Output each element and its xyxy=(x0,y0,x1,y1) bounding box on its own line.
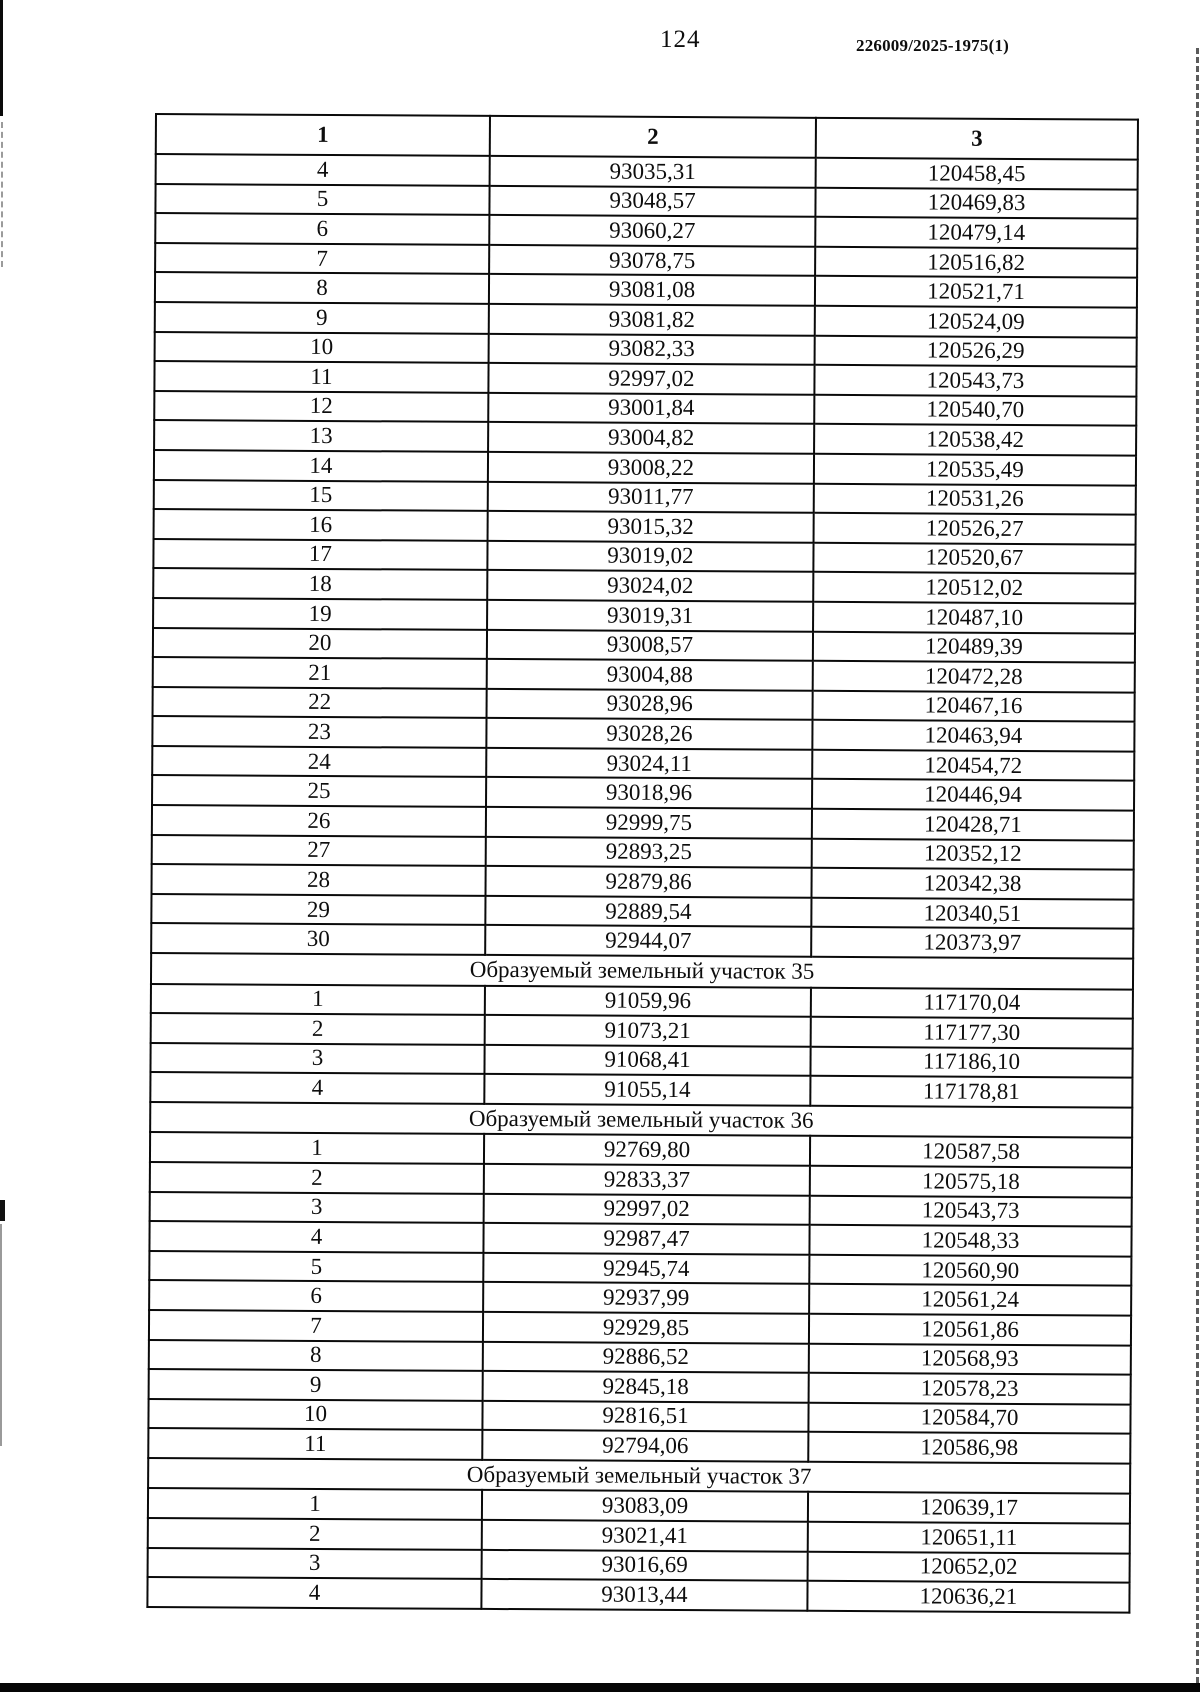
point-number-cell: 27 xyxy=(152,835,486,867)
coordinate-x-cell: 92769,80 xyxy=(484,1134,810,1165)
coordinate-y-cell: 120373,97 xyxy=(811,927,1133,958)
coordinate-y-cell: 120538,42 xyxy=(814,424,1136,455)
section-title: Образуемый земельный участок 37 xyxy=(148,1458,1130,1494)
coordinate-x-cell: 92997,02 xyxy=(484,1194,810,1225)
coordinate-x-cell: 93001,84 xyxy=(488,393,814,424)
point-number-cell: 2 xyxy=(148,1518,482,1550)
coordinate-x-cell: 93018,96 xyxy=(486,777,812,808)
coordinate-y-cell: 120463,94 xyxy=(812,720,1134,751)
point-number-cell: 24 xyxy=(152,746,486,778)
coordinate-x-cell: 93024,02 xyxy=(487,570,813,601)
coordinate-y-cell: 120543,73 xyxy=(814,365,1136,396)
coordinate-y-cell: 120575,18 xyxy=(810,1166,1132,1197)
coordinate-y-cell: 120521,71 xyxy=(815,276,1137,307)
scan-artifact-left-ticks xyxy=(1,122,3,267)
coordinate-x-cell: 93019,02 xyxy=(487,541,813,572)
coordinate-y-cell: 120561,24 xyxy=(809,1284,1131,1315)
point-number-cell: 21 xyxy=(153,657,487,689)
coordinate-y-cell: 120561,86 xyxy=(809,1314,1131,1345)
coordinate-y-cell: 120342,38 xyxy=(811,868,1133,899)
coordinate-x-cell: 93004,82 xyxy=(488,422,814,453)
point-number-cell: 3 xyxy=(150,1043,484,1075)
header-row xyxy=(156,114,1138,160)
coordinate-y-cell: 120584,70 xyxy=(808,1403,1130,1434)
coordinate-y-cell: 117178,81 xyxy=(810,1076,1132,1107)
document-number: 226009/2025-1975(1) xyxy=(856,36,1010,55)
coordinate-y-cell: 120548,33 xyxy=(809,1225,1131,1256)
point-number-cell: 4 xyxy=(150,1072,484,1104)
column-header: 2 xyxy=(490,116,816,158)
point-number-cell: 22 xyxy=(153,687,487,719)
point-number-cell: 16 xyxy=(154,509,488,541)
coordinate-y-cell: 120560,90 xyxy=(809,1255,1131,1286)
table-header-row xyxy=(156,114,1138,160)
coordinate-y-cell: 120352,12 xyxy=(812,838,1134,869)
coordinate-x-cell: 93083,09 xyxy=(482,1490,808,1521)
coordinate-y-cell: 120526,29 xyxy=(815,335,1137,366)
coordinate-y-cell: 120651,11 xyxy=(808,1522,1130,1553)
point-number-cell: 30 xyxy=(151,923,485,955)
coordinate-x-cell: 92879,86 xyxy=(485,866,811,897)
point-number-cell: 29 xyxy=(151,894,485,926)
coordinate-x-cell: 93004,88 xyxy=(487,659,813,690)
coordinate-y-cell: 120458,45 xyxy=(816,158,1138,189)
point-number-cell: 3 xyxy=(150,1192,484,1224)
scan-artifact-left-blob xyxy=(0,1200,5,1221)
coordinate-x-cell: 92794,06 xyxy=(482,1430,808,1461)
point-number-cell: 9 xyxy=(149,1369,483,1401)
point-number-cell: 19 xyxy=(153,598,487,630)
coordinate-x-cell: 92937,99 xyxy=(483,1282,809,1313)
point-number-cell: 11 xyxy=(154,361,488,393)
point-number-cell: 2 xyxy=(151,1013,485,1045)
coordinate-y-cell: 120340,51 xyxy=(811,898,1133,929)
coordinate-x-cell: 91059,96 xyxy=(485,985,811,1016)
coordinate-y-cell: 120446,94 xyxy=(812,779,1134,810)
coordinate-x-cell: 93082,33 xyxy=(489,333,815,364)
scan-artifact-left-faint-line xyxy=(0,1224,2,1446)
column-header: 3 xyxy=(816,118,1138,160)
coordinate-x-cell: 93008,22 xyxy=(488,452,814,483)
coordinate-x-cell: 92886,52 xyxy=(483,1341,809,1372)
coordinate-x-cell: 92944,07 xyxy=(485,925,811,956)
coordinate-x-cell: 92999,75 xyxy=(486,807,812,838)
coordinate-x-cell: 93015,32 xyxy=(488,511,814,542)
point-number-cell: 2 xyxy=(150,1162,484,1194)
scan-artifact-bottom-bar xyxy=(0,1683,1200,1692)
scan-artifact-right-dashed-line xyxy=(1196,48,1199,1692)
point-number-cell: 10 xyxy=(155,332,489,364)
coordinate-x-cell: 93060,27 xyxy=(489,215,815,246)
coordinate-x-cell: 93008,57 xyxy=(487,629,813,660)
point-number-cell: 7 xyxy=(149,1310,483,1342)
point-number-cell: 18 xyxy=(153,568,487,600)
coordinate-y-cell: 120587,58 xyxy=(810,1136,1132,1167)
point-number-cell: 23 xyxy=(152,716,486,748)
coordinate-x-cell: 92833,37 xyxy=(484,1164,810,1195)
point-number-cell: 8 xyxy=(155,272,489,304)
coordinate-x-cell: 93016,69 xyxy=(482,1550,808,1581)
point-number-cell: 7 xyxy=(155,243,489,275)
point-number-cell: 4 xyxy=(156,154,490,186)
scan-artifact-left-line xyxy=(0,0,3,116)
coordinate-y-cell: 120526,27 xyxy=(814,513,1136,544)
section-title: Образуемый земельный участок 35 xyxy=(151,953,1133,989)
coordinate-y-cell: 120636,21 xyxy=(807,1581,1129,1612)
coordinate-x-cell: 92893,25 xyxy=(486,837,812,868)
coordinate-x-cell: 93078,75 xyxy=(489,245,815,276)
point-number-cell: 14 xyxy=(154,450,488,482)
coordinate-y-cell: 120586,98 xyxy=(808,1432,1130,1463)
coordinates-table xyxy=(146,113,1139,1613)
coordinate-x-cell: 91068,41 xyxy=(484,1045,810,1076)
coordinate-y-cell: 117186,10 xyxy=(810,1047,1132,1078)
table-row xyxy=(147,1577,1129,1612)
point-number-cell: 28 xyxy=(152,864,486,896)
point-number-cell: 3 xyxy=(148,1548,482,1580)
coordinate-x-cell: 91055,14 xyxy=(484,1074,810,1105)
coordinate-y-cell: 120487,10 xyxy=(813,602,1135,633)
point-number-cell: 8 xyxy=(149,1340,483,1372)
coordinate-y-cell: 117177,30 xyxy=(811,1017,1133,1048)
coordinate-x-cell: 93019,31 xyxy=(487,600,813,631)
coordinate-y-cell: 117170,04 xyxy=(811,987,1133,1018)
page-number: 124 xyxy=(660,26,701,53)
coordinate-x-cell: 91073,21 xyxy=(485,1015,811,1046)
point-number-cell: 5 xyxy=(155,184,489,216)
coordinate-y-cell: 120568,93 xyxy=(809,1343,1131,1374)
point-number-cell: 10 xyxy=(148,1399,482,1431)
point-number-cell: 9 xyxy=(155,302,489,334)
coordinate-x-cell: 93013,44 xyxy=(481,1579,807,1610)
coordinate-x-cell: 93021,41 xyxy=(482,1520,808,1551)
point-number-cell: 4 xyxy=(149,1221,483,1253)
coordinate-y-cell: 120479,14 xyxy=(815,217,1137,248)
coordinate-y-cell: 120472,28 xyxy=(813,661,1135,692)
coordinate-y-cell: 120524,09 xyxy=(815,306,1137,337)
coordinate-y-cell: 120428,71 xyxy=(812,809,1134,840)
coordinates-table-wrapper xyxy=(146,113,1137,1613)
coordinate-x-cell: 93011,77 xyxy=(488,481,814,512)
coordinate-x-cell: 93081,08 xyxy=(489,274,815,305)
coordinate-x-cell: 93035,31 xyxy=(490,156,816,187)
coordinate-x-cell: 92816,51 xyxy=(482,1401,808,1432)
point-number-cell: 1 xyxy=(150,1132,484,1164)
coordinate-y-cell: 120489,39 xyxy=(813,631,1135,662)
coordinate-y-cell: 120520,67 xyxy=(813,543,1135,574)
coordinate-y-cell: 120531,26 xyxy=(814,483,1136,514)
coordinate-y-cell: 120467,16 xyxy=(813,690,1135,721)
coordinate-x-cell: 93081,82 xyxy=(489,304,815,335)
coordinate-y-cell: 120516,82 xyxy=(815,247,1137,278)
coordinate-x-cell: 93028,96 xyxy=(487,689,813,720)
coordinate-x-cell: 93048,57 xyxy=(489,186,815,217)
point-number-cell: 25 xyxy=(152,775,486,807)
section-title: Образуемый земельный участок 36 xyxy=(150,1102,1132,1138)
coordinate-x-cell: 92845,18 xyxy=(483,1371,809,1402)
point-number-cell: 6 xyxy=(155,213,489,245)
coordinate-y-cell: 120639,17 xyxy=(808,1492,1130,1523)
point-number-cell: 12 xyxy=(154,391,488,423)
coordinate-y-cell: 120512,02 xyxy=(813,572,1135,603)
point-number-cell: 6 xyxy=(149,1280,483,1312)
coordinate-x-cell: 92929,85 xyxy=(483,1312,809,1343)
point-number-cell: 26 xyxy=(152,805,486,837)
coordinate-y-cell: 120578,23 xyxy=(809,1373,1131,1404)
point-number-cell: 17 xyxy=(153,539,487,571)
coordinate-y-cell: 120652,02 xyxy=(808,1551,1130,1582)
point-number-cell: 1 xyxy=(151,984,485,1016)
coordinate-x-cell: 93028,26 xyxy=(486,718,812,749)
coordinate-y-cell: 120469,83 xyxy=(815,187,1137,218)
coordinate-x-cell: 92889,54 xyxy=(485,896,811,927)
point-number-cell: 4 xyxy=(147,1577,481,1609)
coordinate-y-cell: 120454,72 xyxy=(812,750,1134,781)
point-number-cell: 5 xyxy=(149,1251,483,1283)
coordinate-y-cell: 120543,73 xyxy=(810,1195,1132,1226)
point-number-cell: 1 xyxy=(148,1488,482,1520)
coordinate-x-cell: 92997,02 xyxy=(488,363,814,394)
coordinate-y-cell: 120535,49 xyxy=(814,454,1136,485)
point-number-cell: 11 xyxy=(148,1428,482,1460)
coordinate-x-cell: 92945,74 xyxy=(483,1253,809,1284)
point-number-cell: 20 xyxy=(153,627,487,659)
coordinate-x-cell: 92987,47 xyxy=(483,1223,809,1254)
point-number-cell: 13 xyxy=(154,420,488,452)
coordinate-x-cell: 93024,11 xyxy=(486,748,812,779)
point-number-cell: 15 xyxy=(154,480,488,512)
coordinate-y-cell: 120540,70 xyxy=(814,395,1136,426)
column-header: 1 xyxy=(156,114,490,156)
table-body xyxy=(147,154,1137,1612)
